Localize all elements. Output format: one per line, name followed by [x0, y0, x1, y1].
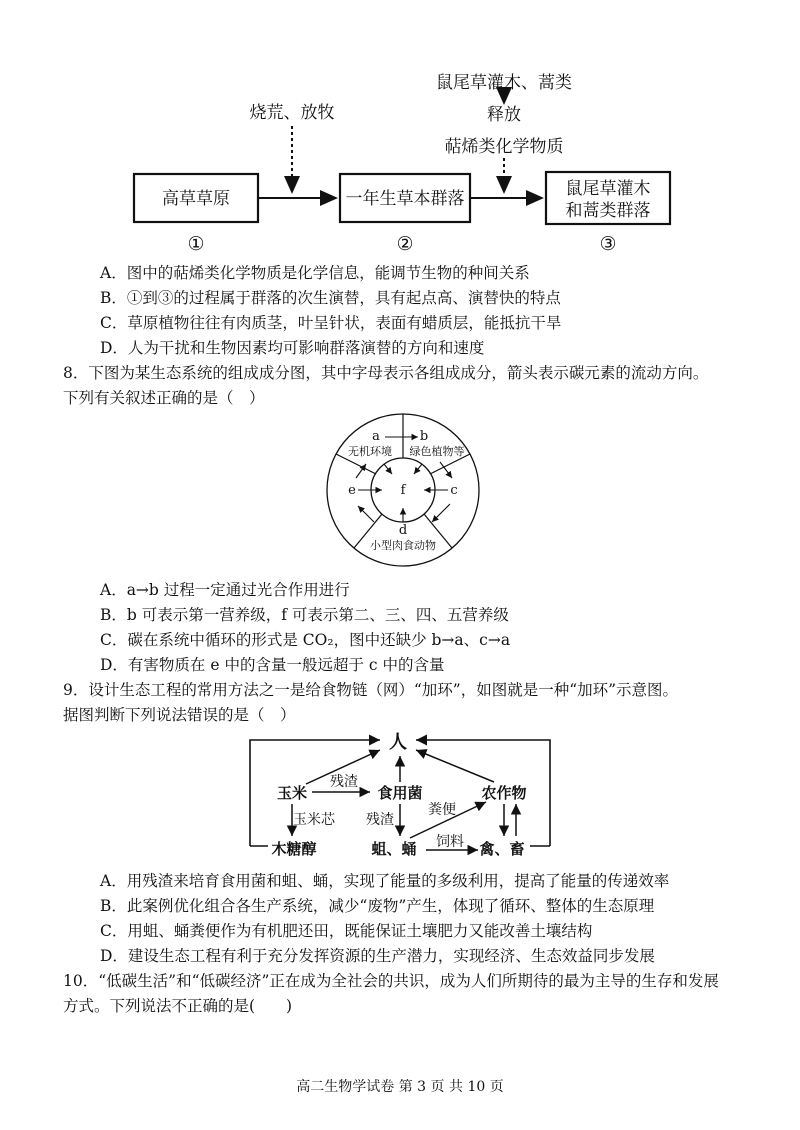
num-2: ②	[396, 233, 414, 255]
label-residue-1: 残渣	[330, 774, 358, 790]
page-footer: 高二生物学试卷 第 3 页 共 10 页	[296, 1079, 504, 1095]
arrow-a-f	[384, 464, 392, 474]
box-shrub-label-1: 鼠尾草灌木	[565, 179, 651, 199]
box-tallgrass-label: 高草草原	[162, 189, 230, 209]
q8-option-c: C．碳在系统中循环的形式是 CO₂，图中还缺少 b→a、c→a	[100, 631, 511, 649]
node-corn: 玉米	[276, 784, 308, 802]
q7-option-c: C．草原植物往往有肉质茎，叶呈针状，表面有蜡质层，能抵抗干旱	[100, 314, 562, 332]
node-a-label: 无机环境	[348, 445, 392, 458]
q8-option-a: A．a→b 过程一定通过光合作用进行	[100, 581, 350, 599]
node-human: 人	[389, 732, 407, 753]
q7-option-b: B．①到③的过程属于群落的次生演替，具有起点高、演替快的特点	[100, 289, 561, 307]
q8-option-b: B．b 可表示第一营养级，f 可表示第二、三、四、五营养级	[100, 606, 509, 624]
q8-stem-2: 下列有关叙述正确的是（ ）	[63, 389, 265, 407]
ecosystem-circle-diagram	[318, 408, 488, 568]
node-e: e	[348, 483, 356, 498]
label-terpene: 萜烯类化学物质	[444, 137, 564, 157]
q8-option-d: D．有害物质在 e 中的含量一般远超于 c 中的含量	[100, 656, 445, 674]
q9-option-a: A．用残渣来培育食用菌和蛆、蛹，实现了能量的多级利用，提高了能量的传递效率	[100, 872, 670, 890]
label-feed: 饲料	[436, 834, 464, 850]
label-cob: 玉米芯	[293, 812, 335, 828]
num-1: ①	[187, 233, 205, 255]
q9-option-d: D．建设生态工程有利于充分发挥资源的生产潜力，实现经济、生态效益同步发展	[100, 947, 655, 965]
q7-option-d: D．人为干扰和生物因素均可影响群落演替的方向和速度	[100, 339, 485, 357]
q9-stem-2: 据图判断下列说法错误的是（ ）	[63, 706, 296, 724]
loop-left	[250, 740, 380, 846]
q7-option-a: A．图中的萜烯类化学物质是化学信息，能调节生物的种间关系	[100, 264, 530, 282]
food-chain-loop-diagram	[240, 728, 560, 862]
arrow-crops-human	[416, 750, 494, 782]
box-shrub-label-2: 和蒿类群落	[565, 201, 651, 221]
arrow-d-e	[358, 506, 374, 522]
arrow-c-d	[432, 504, 450, 522]
label-disturb: 烧荒、放牧	[249, 103, 335, 123]
node-livestock: 禽、畜	[479, 840, 525, 858]
node-a: a	[372, 429, 380, 444]
node-d: d	[398, 523, 408, 538]
node-maggots: 蛆、蛹	[371, 840, 417, 858]
q9-stem-1: 9．设计生态工程的常用方法之一是给食物链（网）“加环”，如图就是一种“加环”示意图。	[63, 681, 679, 699]
q10-stem-2: 方式。下列说法不正确的是( )	[63, 997, 293, 1015]
node-b: b	[419, 429, 429, 444]
node-xylitol: 木糖醇	[271, 840, 317, 858]
node-d-label: 小型肉食动物	[370, 539, 436, 552]
q8-stem-1: 8．下图为某生态系统的组成成分图，其中字母表示各组成成分，箭头表示碳元素的流动方向。	[63, 364, 709, 382]
label-release: 释放	[487, 105, 521, 125]
q9-option-b: B．此案例优化组合各生产系统，减少“废物”产生，体现了循环、整体的生态原理	[100, 897, 655, 915]
node-fungus: 食用菌	[377, 784, 423, 802]
label-manure: 粪便	[428, 802, 456, 818]
num-3: ③	[599, 233, 617, 255]
arrow-b-f	[414, 464, 422, 474]
q9-option-c: C．用蛆、蛹粪便作为有机肥还田，既能保证土壤肥力又能改善土壤结构	[100, 922, 593, 940]
label-top-shrubs: 鼠尾草灌木、蒿类	[436, 73, 572, 93]
box-annual-label: 一年生草本群落	[345, 189, 465, 209]
node-f: f	[400, 483, 406, 498]
label-residue-2: 残渣	[366, 812, 394, 828]
q10-stem-1: 10．“低碳生活”和“低碳经济”正在成为全社会的共识，成为人们所期待的最为主导的生存和发展	[63, 972, 719, 990]
node-crops: 农作物	[481, 784, 527, 802]
node-c: c	[450, 483, 458, 498]
succession-diagram	[120, 60, 651, 260]
node-b-label: 绿色植物等	[409, 445, 465, 458]
